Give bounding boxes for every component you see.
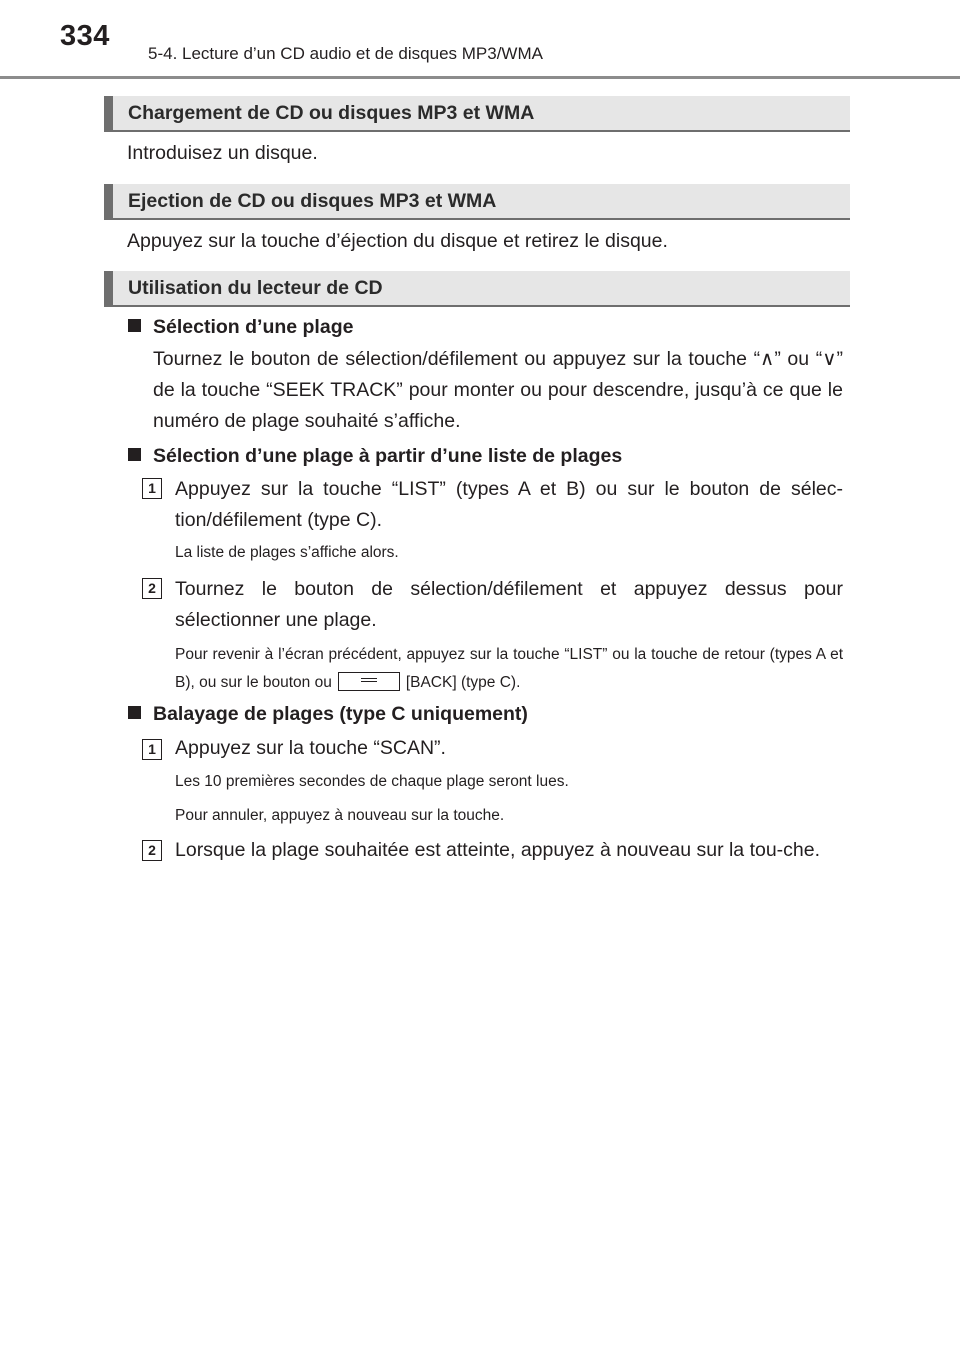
step-note: Pour annuler, appuyez à nouveau sur la touche.	[175, 807, 505, 824]
subheading-track-select	[128, 316, 353, 339]
section-heading-loading	[104, 96, 850, 132]
step-number-badge: 2	[142, 578, 162, 599]
step-text: Tournez le bouton de sélection/défilement et appuyez dessus pour sélectionner une plage.	[175, 578, 843, 631]
subheading-text: Sélection d’une plage	[153, 316, 354, 338]
section-title: Ejection de CD ou disques MP3 et WMA	[128, 190, 497, 212]
subheading-track-list	[128, 445, 622, 468]
step-number-badge: 1	[142, 478, 162, 499]
page-header	[0, 0, 960, 80]
chapter-title: 5-4. Lecture d’un CD audio et de disques MP3/WMA	[148, 44, 543, 63]
section-heading-marker	[104, 184, 113, 218]
subheading-text: Balayage de plages (type C uniquement)	[153, 703, 528, 725]
back-button-icon	[338, 672, 400, 691]
section-heading-marker	[104, 271, 113, 305]
loading-instruction: Introduisez un disque.	[127, 142, 318, 164]
section-title: Chargement de CD ou disques MP3 et WMA	[128, 102, 535, 124]
page-number: 334	[60, 20, 110, 52]
step-text: Lorsque la plage souhaitée est atteinte, appuyez à nouveau sur la tou-che.	[175, 839, 821, 861]
section-heading-marker	[104, 96, 113, 130]
note-text: [BACK] (type C).	[405, 674, 521, 691]
step-note	[175, 641, 843, 697]
section-heading-ejecting	[104, 184, 850, 220]
step-number-badge: 1	[142, 739, 162, 760]
step-note: La liste de plages s’affiche alors.	[175, 544, 399, 561]
step-note: Les 10 premières secondes de chaque plage seront lues.	[175, 773, 569, 790]
subheading-scan	[128, 703, 528, 726]
step-number-badge: 2	[142, 840, 162, 861]
step-text: Appuyez sur la touche “LIST” (types A et B) ou sur le bouton de sélec-tion/défilement (type C).	[175, 478, 843, 531]
section-heading-using	[104, 271, 850, 307]
square-bullet-icon	[128, 319, 141, 332]
header-divider	[0, 76, 960, 79]
square-bullet-icon	[128, 448, 141, 461]
track-select-text: Tournez le bouton de sélection/défilement ou appuyez sur la touche “∧” ou “∨” de la touche “SEEK TRACK” pour monter ou pour descendre, jusqu’à ce que le numéro de plage souhaité s’affiche.	[153, 348, 843, 432]
square-bullet-icon	[128, 706, 141, 719]
note-text: Pour revenir à l’écran précédent, appuyez sur la touche “LIST” ou la touche de retour (types A et B), ou sur le bouton ou	[175, 646, 843, 691]
subheading-text: Sélection d’une plage à partir d’une liste de plages	[153, 445, 623, 467]
section-title: Utilisation du lecteur de CD	[128, 277, 383, 299]
step-text: Appuyez sur la touche “SCAN”.	[175, 737, 446, 759]
ejecting-instruction: Appuyez sur la touche d’éjection du disque et retirez le disque.	[127, 230, 668, 252]
